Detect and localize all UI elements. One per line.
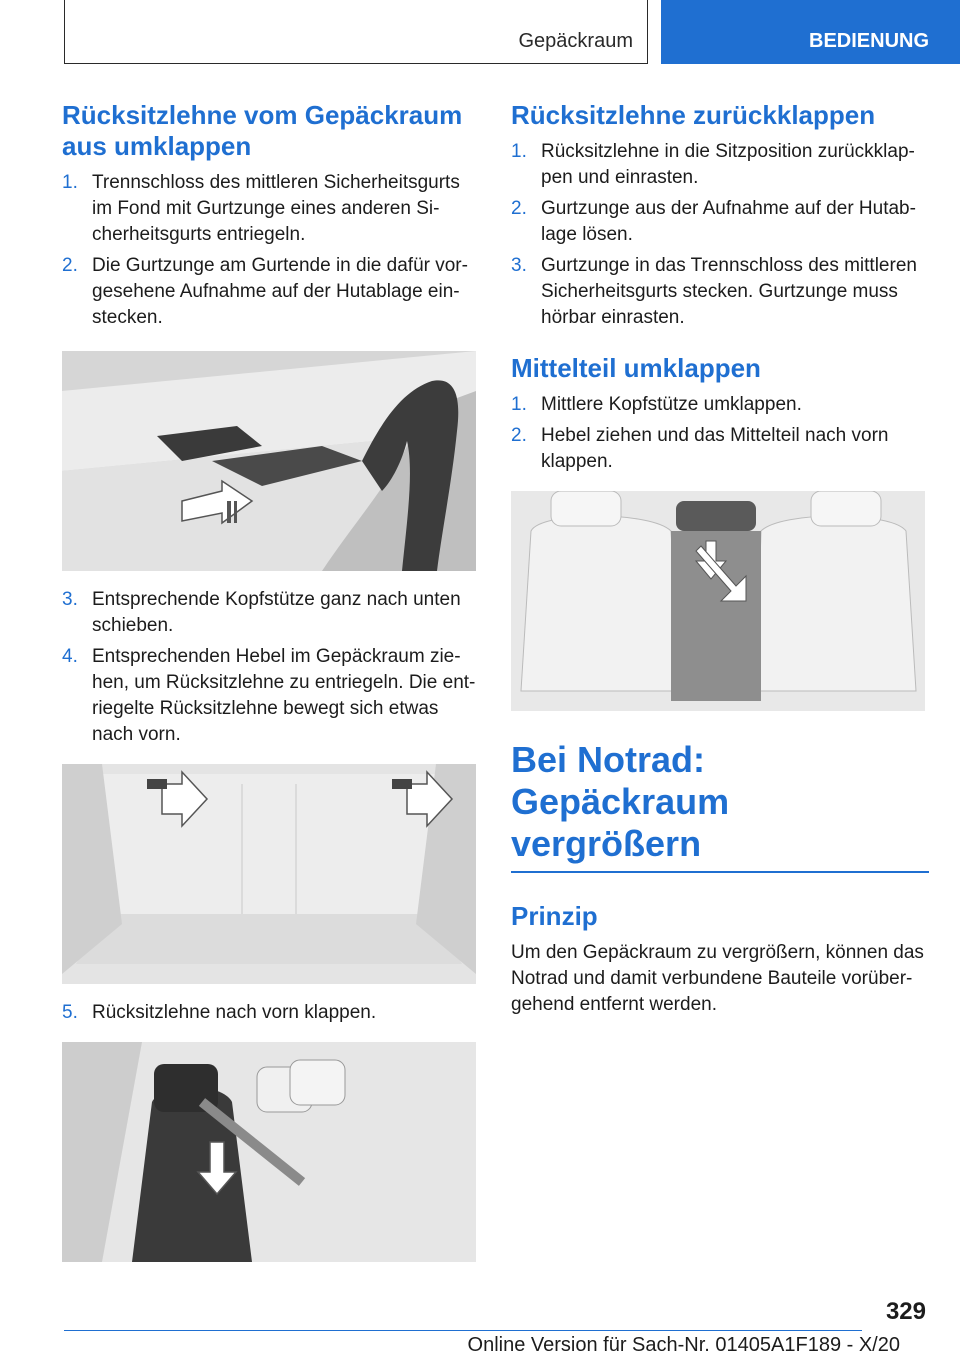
figure-trunk-levers: [62, 764, 476, 984]
right-column: [511, 100, 929, 1018]
chapter-tab: BEDIENUNG: [661, 0, 960, 64]
principle-paragraph: Um den Gepäckraum zu vergrößern, können das Notrad und damit verbundene Bauteile vorüber-gehend entfernt werden.: [511, 942, 924, 1015]
figure-fold-forward: [62, 1042, 476, 1262]
fold-forward-illustration: [62, 1042, 476, 1262]
steps-list-b: [62, 587, 480, 748]
steps-back-list: [511, 139, 929, 331]
list-item: [511, 423, 929, 475]
list-item: [62, 253, 480, 331]
step-text: Mittlere Kopfstütze umklappen.: [541, 394, 802, 415]
parcel-shelf-illustration: [62, 351, 476, 571]
step-number: 3.: [62, 589, 78, 610]
steps-middle-list: [511, 392, 929, 475]
header-bar: [64, 0, 648, 64]
list-item: [511, 253, 929, 331]
heading-principle: Prinzip: [511, 901, 598, 931]
step-number: 4.: [62, 646, 78, 667]
step-number: 1.: [511, 141, 527, 162]
step-number: 2.: [511, 425, 527, 446]
step-text: Trennschloss des mittleren Sicherheitsgurts im Fond mit Gurtzunge eines anderen Si-cherheitsgurts entriegeln.: [92, 172, 460, 245]
step-text: Entsprechende Kopfstütze ganz nach unten schieben.: [92, 589, 461, 636]
steps-list-c: [62, 1000, 480, 1026]
footer-text: Online Version für Sach-Nr. 01405A1F189 - X/20: [467, 1334, 900, 1356]
list-item: [511, 392, 929, 418]
step-number: 1.: [62, 172, 78, 193]
step-text: Gurtzunge aus der Aufnahme auf der Hutab-lage lösen.: [541, 198, 916, 245]
footer-divider: [64, 1330, 862, 1331]
section-title: Gepäckraum: [518, 30, 633, 52]
step-text: Rücksitzlehne nach vorn klappen.: [92, 1002, 377, 1023]
figure-middle-section: [511, 491, 925, 711]
step-number: 5.: [62, 1002, 78, 1023]
trunk-levers-illustration: [62, 764, 476, 984]
list-item: [511, 196, 929, 248]
step-number: 2.: [511, 198, 527, 219]
left-column: [62, 100, 480, 1278]
step-text: Rücksitzlehne in die Sitzposition zurückklap-pen und einrasten.: [541, 141, 915, 188]
heading-middle-section: Mittelteil umklappen: [511, 353, 761, 383]
step-text: Entsprechenden Hebel im Gepäckraum zie-hen, um Rücksitzlehne zu entriegeln. Die ent-riegelte Rücksitzlehne bewegt sich etwas nach vorn.: [92, 646, 476, 745]
list-item: [62, 170, 480, 248]
heading-fold-back: Rücksitzlehne zurückklappen: [511, 100, 876, 130]
list-item: [62, 644, 480, 748]
step-number: 1.: [511, 394, 527, 415]
chapter-heading: Bei Notrad: Gepäckraum vergrößern: [511, 739, 929, 873]
list-item: [511, 139, 929, 191]
heading-fold-from-trunk: Rücksitzlehne vom Gepäckraum aus umklappen: [62, 100, 463, 161]
step-text: Die Gurtzunge am Gurtende in die dafür vor-gesehene Aufnahme auf der Hutablage ein-stecken.: [92, 255, 468, 328]
step-number: 3.: [511, 255, 527, 276]
page-number: 329: [885, 1298, 926, 1325]
step-number: 2.: [62, 255, 78, 276]
list-item: [62, 587, 480, 639]
figure-parcel-shelf: [62, 351, 476, 571]
steps-list-a: [62, 170, 480, 331]
step-text: Gurtzunge in das Trennschloss des mittleren Sicherheitsgurts stecken. Gurtzunge muss hörbar einrasten.: [541, 255, 917, 328]
step-text: Hebel ziehen und das Mittelteil nach vorn klappen.: [541, 425, 889, 472]
middle-section-illustration: [511, 491, 925, 711]
list-item: [62, 1000, 480, 1026]
